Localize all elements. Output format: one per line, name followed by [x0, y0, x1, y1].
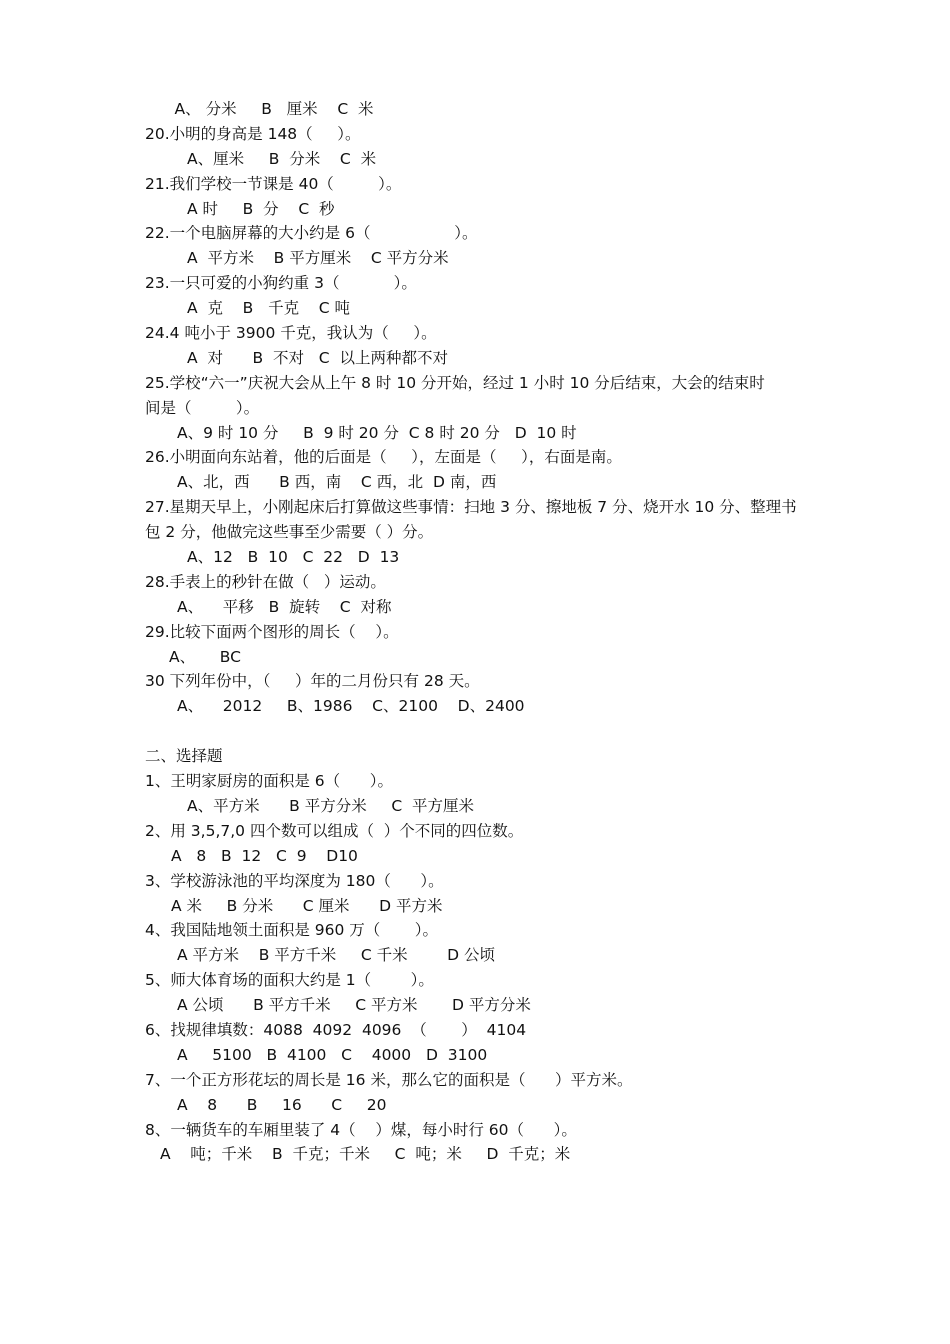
q2-line: 2、用 3,5,7,0 四个数可以组成（ ）个不同的四位数。: [145, 821, 524, 840]
q2-line: A 米 B 分米 C 厘米 D 平方米: [171, 896, 443, 915]
q2-line: A 公顷 B 平方千米 C 平方米 D 平方分米: [177, 996, 531, 1015]
q1-line: A、9 时 10 分 B 9 时 20 分 C 8 时 20 分 D 10 时: [177, 423, 577, 442]
q1-line: A、 分米 B 厘米 C 米: [145, 100, 374, 118]
q1-line: A、 平移 B 旋转 C 对称: [177, 597, 392, 616]
q2-line: A 8 B 16 C 20: [177, 1095, 387, 1114]
q2-line: 6、找规律填数：4088 4092 4096 （ ） 4104: [145, 1020, 527, 1039]
q1-line: A、12 B 10 C 22 D 13: [187, 548, 400, 567]
q1-line: 24.4 吨小于 3900 千克，我认为（ ）。: [145, 324, 437, 343]
q1-line: A、厘米 B 分米 C 米: [187, 149, 377, 168]
q1-line: A 对 B 不对 C 以上两种都不对: [187, 348, 448, 367]
document-page: [145, 97, 825, 1167]
q1-line: 包 2 分，他做完这些事至少需要（ ）分。: [145, 523, 434, 542]
q1-line: 20.小明的身高是 148（ ）。: [145, 124, 361, 143]
q1-line: A 时 B 分 C 秒: [187, 199, 335, 218]
q1-line: 23.一只可爱的小狗约重 3（ ）。: [145, 274, 417, 293]
q2-line: A 吨；千米 B 千克；千米 C 吨；米 D 千克；米: [160, 1145, 571, 1164]
q1-line: 22.一个电脑屏幕的大小约是 6（ ）。: [145, 224, 478, 243]
q2-line: A 5100 B 4100 C 4000 D 3100: [177, 1045, 488, 1064]
q2-line: A 8 B 12 C 9 D10: [171, 846, 358, 865]
q2-line: A、平方米 B 平方分米 C 平方厘米: [187, 796, 475, 815]
q2-line: 1、王明家厨房的面积是 6（ ）。: [145, 772, 393, 791]
q1-line: 25.学校“六一”庆祝大会从上午 8 时 10 分开始，经过 1 小时 10 分后结束，大会的结束时: [145, 373, 765, 392]
q1-line: 21.我们学校一节课是 40（ ）。: [145, 174, 402, 193]
q1-line: 28.手表上的秒针在做（ ）运动。: [145, 572, 386, 591]
q2-line: 4、我国陆地领土面积是 960 万（ ）。: [145, 921, 439, 940]
question-list-part-two: [145, 769, 825, 1167]
q2-line: 5、师大体育场的面积大约是 1（ ）。: [145, 971, 434, 990]
q2-line: 3、学校游泳池的平均深度为 180（ ）。: [145, 871, 444, 890]
section-heading: 二、选择题: [145, 747, 223, 766]
q1-line: A、 BC: [169, 647, 241, 666]
q2-line: A 平方米 B 平方千米 C 千米 D 公顷: [177, 946, 495, 965]
q1-line: 间是（ ）。: [145, 398, 260, 417]
q1-line: A 克 B 千克 C 吨: [187, 299, 351, 318]
q1-line: 26.小明面向东站着，他的后面是（ ），左面是（ ），右面是南。: [145, 448, 622, 467]
section-gap: [145, 719, 825, 744]
question-list-part-one: [145, 97, 825, 719]
q1-line: 27.星期天早上，小刚起床后打算做这些事情：扫地 3 分、擦地板 7 分、烧开水 10 分、整理书: [145, 498, 797, 517]
q1-line: 30 下列年份中，（ ）年的二月份只有 28 天。: [145, 672, 480, 691]
q1-line: A、北，西 B 西，南 C 西，北 D 南，西: [177, 473, 497, 492]
q2-line: 8、一辆货车的车厢里装了 4（ ）煤，每小时行 60（ ）。: [145, 1120, 577, 1139]
q1-line: A、 2012 B、1986 C、2100 D、2400: [177, 697, 525, 716]
q2-line: 7、一个正方形花坛的周长是 16 米，那么它的面积是（ ）平方米。: [145, 1070, 633, 1089]
q1-line: A 平方米 B 平方厘米 C 平方分米: [187, 249, 449, 268]
q1-line: 29.比较下面两个图形的周长（ ）。: [145, 622, 399, 641]
